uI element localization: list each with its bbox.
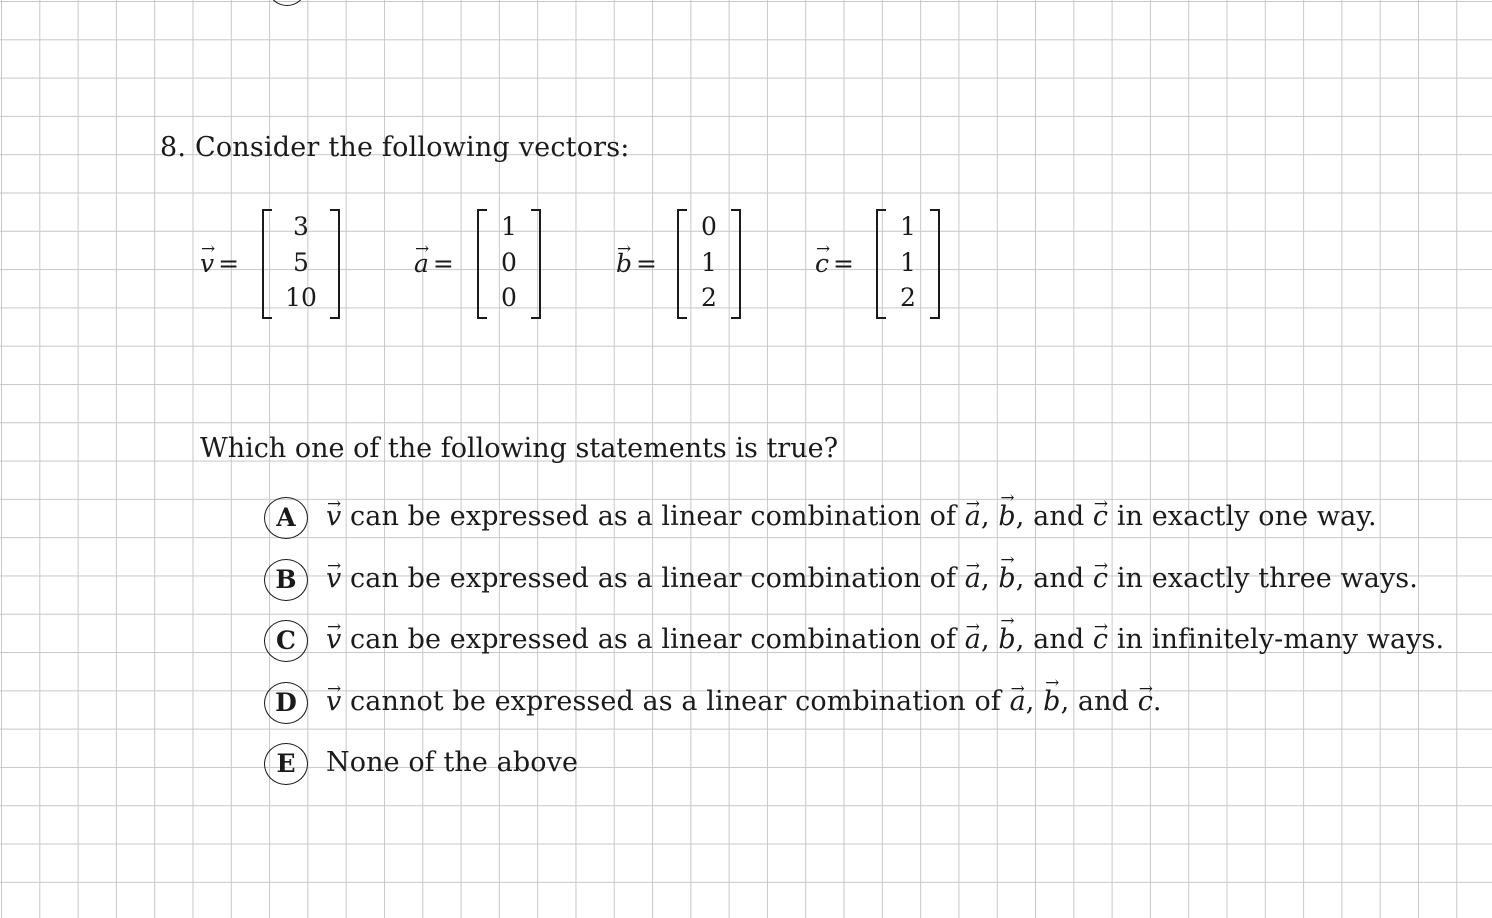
vector-c-label: → c = bbox=[815, 249, 854, 279]
choice-b-text: → v can be expressed as a linear combination of → a, → b, and → c in exactly three ways. bbox=[326, 561, 1418, 597]
question-title: Consider the following vectors: bbox=[194, 132, 630, 163]
choice-a-text: → v can be expressed as a linear combination of → a, → b, and → c in exactly one way. bbox=[326, 499, 1377, 535]
vector-b-entry-3: 2 bbox=[701, 283, 717, 312]
vector-c-symbol: → c bbox=[815, 249, 829, 278]
choice-c-bubble[interactable]: C bbox=[264, 620, 308, 662]
vector-c-matrix bbox=[876, 205, 940, 317]
vector-b-entry-1: 0 bbox=[701, 212, 717, 241]
vector-a bbox=[414, 205, 554, 321]
vector-v-entry-1: 3 bbox=[293, 212, 309, 241]
choice-a-bubble[interactable]: A bbox=[264, 497, 308, 539]
vector-a-entry-1: 1 bbox=[501, 212, 517, 241]
question-prompt: Which one of the following statements is true? bbox=[200, 433, 839, 464]
choice-e-bubble[interactable]: E bbox=[264, 743, 308, 785]
vector-b-entry-2: 1 bbox=[701, 247, 717, 277]
vector-v bbox=[200, 205, 350, 321]
vector-v-entry-3: 10 bbox=[285, 283, 317, 312]
vector-c-entry-2: 1 bbox=[900, 247, 916, 277]
vector-b bbox=[616, 205, 756, 321]
choice-d-text: → v cannot be expressed as a linear combination of → a, → b, and → c. bbox=[326, 684, 1162, 720]
vector-b-label: → b = bbox=[616, 249, 657, 279]
choice-c-text: → v can be expressed as a linear combination of → a, → b, and → c in infinitely-many ways. bbox=[326, 622, 1444, 658]
vector-v-symbol: → v bbox=[200, 249, 214, 278]
vector-v-entry-2: 5 bbox=[293, 247, 309, 277]
vector-c bbox=[815, 205, 955, 321]
vector-b-symbol: → b bbox=[616, 249, 632, 278]
vector-a-entry-2: 0 bbox=[501, 247, 517, 277]
choice-b-bubble[interactable]: B bbox=[264, 559, 308, 601]
vector-c-entry-3: 2 bbox=[900, 283, 916, 312]
vector-a-label: → a = bbox=[414, 249, 454, 279]
vector-v-matrix bbox=[262, 205, 340, 317]
choice-e-text: None of the above bbox=[326, 747, 579, 778]
vector-a-symbol: → a bbox=[414, 249, 429, 278]
question-heading bbox=[160, 130, 630, 166]
vector-c-entry-1: 1 bbox=[900, 212, 916, 241]
vector-a-matrix bbox=[477, 205, 541, 317]
vector-b-matrix bbox=[677, 205, 741, 317]
choice-d-bubble[interactable]: D bbox=[264, 682, 308, 724]
previous-choice-circle bbox=[268, 0, 306, 6]
vector-v-label: → v = bbox=[200, 249, 239, 279]
question-number: 8. bbox=[160, 132, 187, 163]
vector-a-entry-3: 0 bbox=[501, 283, 517, 312]
